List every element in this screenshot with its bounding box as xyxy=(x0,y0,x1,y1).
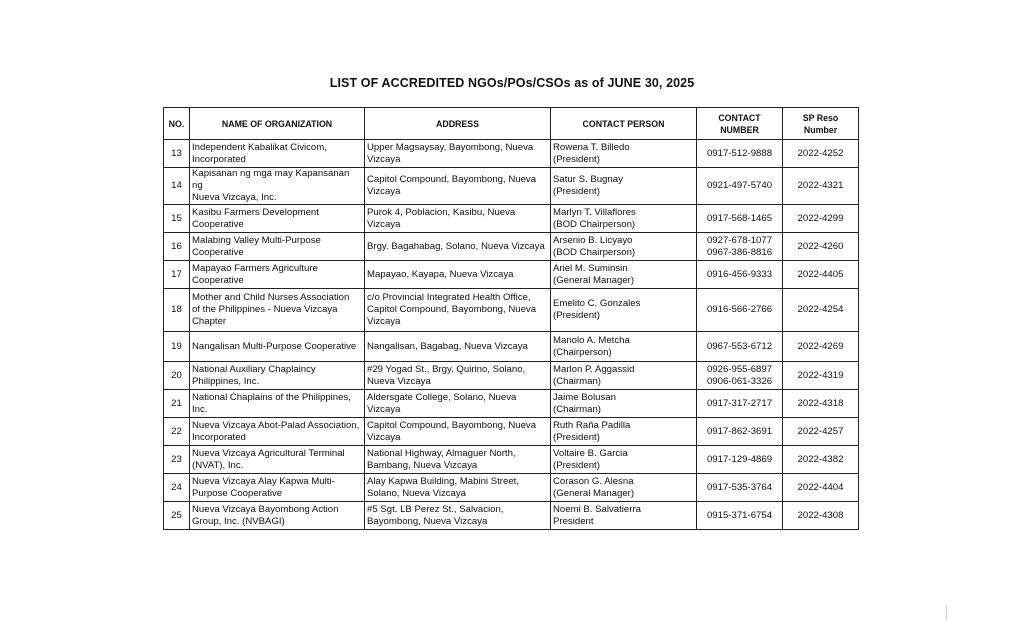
row-number: 16 xyxy=(164,233,190,261)
sp-reso-number: 2022-4405 xyxy=(783,261,859,289)
address: Brgy. Bagahabag, Solano, Nueva Vizcaya xyxy=(365,233,551,261)
sp-reso-number: 2022-4321 xyxy=(783,168,859,205)
address: Aldersgate College, Solano, Nueva Vizcaya xyxy=(365,390,551,418)
row-number: 22 xyxy=(164,418,190,446)
sp-reso-number: 2022-4318 xyxy=(783,390,859,418)
address: Capitol Compound, Bayombong, Nueva Vizcaya xyxy=(365,168,551,205)
organization-name: Nueva Vizcaya Alay Kapwa Multi- Purpose Cooperative xyxy=(190,474,365,502)
address: Capitol Compound, Bayombong, Nueva Vizcaya xyxy=(365,418,551,446)
row-number: 19 xyxy=(164,332,190,362)
contact-number: 0921-497-5740 xyxy=(697,168,783,205)
row-number: 14 xyxy=(164,168,190,205)
contact-person: Manolo A. Metcha (Chairperson) xyxy=(551,332,697,362)
row-number: 24 xyxy=(164,474,190,502)
contact-person: Ruth Raña Padilla (President) xyxy=(551,418,697,446)
document-title: LIST OF ACCREDITED NGOs/POs/CSOs as of JUNE 30, 2025 xyxy=(329,76,695,90)
address: #5 Sgt. LB Perez St., Salvacion, Bayombong, Nueva Vizcaya xyxy=(365,502,551,530)
row-number: 17 xyxy=(164,261,190,289)
sp-reso-number: 2022-4252 xyxy=(783,140,859,168)
contact-number: 0917-317-2717 xyxy=(697,390,783,418)
organization-name: Nueva Vizcaya Abot-Palad Association, Incorporated xyxy=(190,418,365,446)
header-organization: NAME OF ORGANIZATION xyxy=(190,108,365,140)
table-row xyxy=(164,446,859,474)
row-number: 20 xyxy=(164,362,190,390)
organization-name: Mother and Child Nurses Association of the Philippines - Nueva Vizcaya Chapter xyxy=(190,289,365,332)
organization-name: Malabing Valley Multi-Purpose Cooperative xyxy=(190,233,365,261)
contact-person: Ariel M. Suminsin (General Manager) xyxy=(551,261,697,289)
table-row xyxy=(164,233,859,261)
header-address: ADDRESS xyxy=(365,108,551,140)
address: Upper Magsaysay, Bayombong, Nueva Vizcaya xyxy=(365,140,551,168)
sp-reso-number: 2022-4308 xyxy=(783,502,859,530)
contact-number: 0915-371-6754 xyxy=(697,502,783,530)
table-row xyxy=(164,205,859,233)
contact-person: Voltaire B. Garcia (President) xyxy=(551,446,697,474)
contact-person: Noemi B. Salvatierra President xyxy=(551,502,697,530)
row-number: 13 xyxy=(164,140,190,168)
organization-name: Kapisanan ng mga may Kapansanan ng Nueva Vizcaya, Inc. xyxy=(190,168,365,205)
sp-reso-number: 2022-4299 xyxy=(783,205,859,233)
contact-person: Satur S. Bugnay (President) xyxy=(551,168,697,205)
contact-number: 0916-566-2766 xyxy=(697,289,783,332)
organization-name: Nueva Vizcaya Bayombong Action Group, Inc. (NVBAGI) xyxy=(190,502,365,530)
address: c/o Provincial Integrated Health Office, Capitol Compound, Bayombong, Nueva Vizcaya xyxy=(365,289,551,332)
row-number: 23 xyxy=(164,446,190,474)
table-row xyxy=(164,261,859,289)
header-contact-number: CONTACT NUMBER xyxy=(697,108,783,140)
header-sp-reso: SP Reso Number xyxy=(783,108,859,140)
row-number: 21 xyxy=(164,390,190,418)
table-row xyxy=(164,332,859,362)
contact-person: Arsenio B. Licyayo (BOD Chairperson) xyxy=(551,233,697,261)
contact-number: 0926-955-6897 0906-061-3326 xyxy=(697,362,783,390)
table-header-row xyxy=(164,108,859,140)
organization-name: Independent Kabalikat Civicom, Incorporated xyxy=(190,140,365,168)
contact-number: 0927-678-1077 0967-386-8816 xyxy=(697,233,783,261)
contact-person: Marlyn T. Villaflores (BOD Chairperson) xyxy=(551,205,697,233)
organization-name: Nueva Vizcaya Agricultural Terminal (NVAT), Inc. xyxy=(190,446,365,474)
address: Purok 4, Poblacion, Kasibu, Nueva Vizcaya xyxy=(365,205,551,233)
table-row xyxy=(164,362,859,390)
contact-number: 0967-553-6712 xyxy=(697,332,783,362)
row-number: 18 xyxy=(164,289,190,332)
sp-reso-number: 2022-4257 xyxy=(783,418,859,446)
table-row xyxy=(164,418,859,446)
contact-number: 0917-862-3691 xyxy=(697,418,783,446)
sp-reso-number: 2022-4382 xyxy=(783,446,859,474)
contact-person: Jaime Bolusan (Chairman) xyxy=(551,390,697,418)
table-row xyxy=(164,289,859,332)
contact-person: Corason G. Alesna (General Manager) xyxy=(551,474,697,502)
header-contact-person: CONTACT PERSON xyxy=(551,108,697,140)
sp-reso-number: 2022-4260 xyxy=(783,233,859,261)
organization-name: Kasibu Farmers Development Cooperative xyxy=(190,205,365,233)
contact-person: Rowena T. Billedo (President) xyxy=(551,140,697,168)
address: Alay Kapwa Building, Mabini Street, Solano, Nueva Vizcaya xyxy=(365,474,551,502)
contact-person: Marlon P. Aggassid (Chairman) xyxy=(551,362,697,390)
table-row xyxy=(164,474,859,502)
sp-reso-number: 2022-4254 xyxy=(783,289,859,332)
table-row xyxy=(164,140,859,168)
contact-number: 0917-129-4869 xyxy=(697,446,783,474)
header-no: NO. xyxy=(164,108,190,140)
row-number: 25 xyxy=(164,502,190,530)
sp-reso-number: 2022-4319 xyxy=(783,362,859,390)
organization-name: National Chaplains of the Philippines, Inc. xyxy=(190,390,365,418)
contact-number: 0916-456-9333 xyxy=(697,261,783,289)
row-number: 15 xyxy=(164,205,190,233)
address: National Highway, Almaguer North, Bambang, Nueva Vizcaya xyxy=(365,446,551,474)
contact-person: Emelito C. Gonzales (President) xyxy=(551,289,697,332)
address: #29 Yogad St., Brgy. Quirino, Solano, Nueva Vizcaya xyxy=(365,362,551,390)
address: Nangalisan, Bagabag, Nueva Vizcaya xyxy=(365,332,551,362)
organization-name: National Auxiliary Chaplaincy Philippines, Inc. xyxy=(190,362,365,390)
sp-reso-number: 2022-4269 xyxy=(783,332,859,362)
contact-number: 0917-535-3764 xyxy=(697,474,783,502)
table-row xyxy=(164,390,859,418)
organization-name: Mapayao Farmers Agriculture Cooperative xyxy=(190,261,365,289)
scan-mark xyxy=(946,605,947,619)
table-row xyxy=(164,502,859,530)
sp-reso-number: 2022-4404 xyxy=(783,474,859,502)
contact-number: 0917-568-1465 xyxy=(697,205,783,233)
organization-name: Nangalisan Multi-Purpose Cooperative xyxy=(190,332,365,362)
address: Mapayao, Kayapa, Nueva Vizcaya xyxy=(365,261,551,289)
organizations-table xyxy=(163,107,859,530)
table-row xyxy=(164,168,859,205)
contact-number: 0917-512-9888 xyxy=(697,140,783,168)
